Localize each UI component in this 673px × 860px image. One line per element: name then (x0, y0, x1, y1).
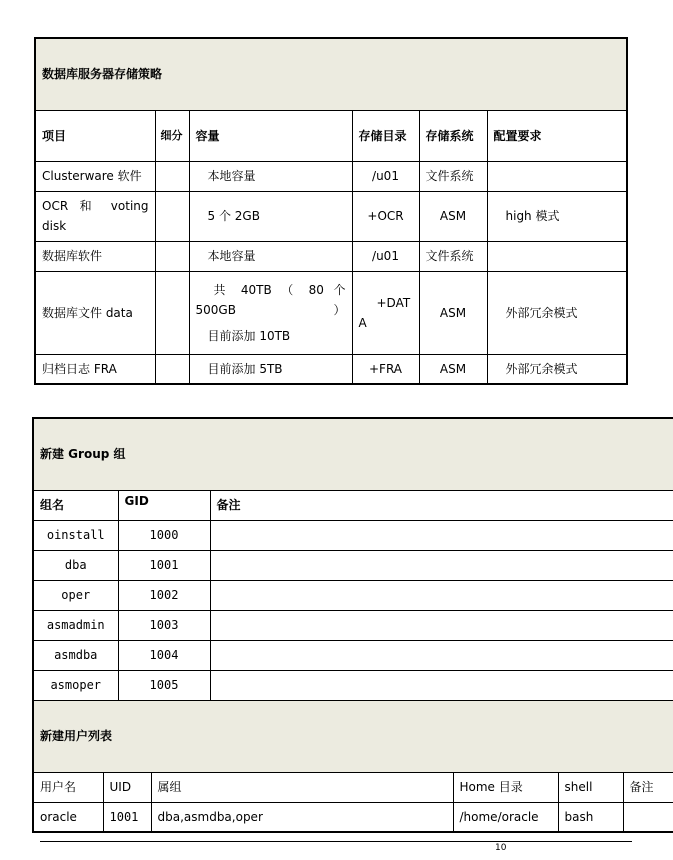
fs-cell: 文件系统 (419, 241, 487, 271)
req-cell (487, 161, 627, 191)
table-row (33, 610, 673, 640)
user-title: 新建用户列表 (33, 700, 673, 772)
table-row (35, 161, 627, 191)
gid-cell: 1003 (118, 610, 210, 640)
table-row (33, 580, 673, 610)
group-user-table (32, 417, 673, 833)
gid-cell: 1000 (118, 520, 210, 550)
header-username: 用户名 (33, 772, 103, 802)
fs-cell: ASM (419, 271, 487, 354)
group-name-cell: oper (33, 580, 118, 610)
dir-cell: +DATA (352, 271, 419, 354)
item-cell: Clusterware 软件 (35, 161, 155, 191)
header-req: 配置要求 (487, 110, 627, 161)
capacity-cell: 目前添加 5TB (189, 354, 352, 384)
page-number: 10 (495, 843, 507, 853)
group-note-cell (210, 670, 673, 700)
fs-cell: ASM (419, 354, 487, 384)
header-user-note: 备注 (623, 772, 673, 802)
item-cell: 归档日志 FRA (35, 354, 155, 384)
group-name-cell: asmadmin (33, 610, 118, 640)
header-shell: shell (558, 772, 623, 802)
req-cell (487, 241, 627, 271)
item-cell: OCR 和 voting disk (35, 191, 155, 241)
group-name-cell: asmoper (33, 670, 118, 700)
group-section-title (33, 418, 673, 490)
item-cell: 数据库文件 data (35, 271, 155, 354)
req-cell: high 模式 (487, 191, 627, 241)
capacity-cell: 5 个 2GB (189, 191, 352, 241)
table-row (33, 550, 673, 580)
sub-cell (155, 354, 189, 384)
table-row (33, 802, 673, 832)
gid-cell: 1004 (118, 640, 210, 670)
uid-cell: 1001 (103, 802, 151, 832)
header-dir: 存储目录 (352, 110, 419, 161)
sub-cell (155, 161, 189, 191)
capacity-cell (189, 271, 352, 354)
fs-cell: 文件系统 (419, 161, 487, 191)
table-row (33, 520, 673, 550)
footer-divider (40, 841, 632, 842)
header-home: Home 目录 (453, 772, 558, 802)
gid-cell: 1001 (118, 550, 210, 580)
table-row (33, 670, 673, 700)
username-cell: oracle (33, 802, 103, 832)
item-cell: 数据库软件 (35, 241, 155, 271)
table-row (33, 640, 673, 670)
header-capacity: 容量 (189, 110, 352, 161)
table-row (35, 241, 627, 271)
home-cell: /home/oracle (453, 802, 558, 832)
table-row (35, 354, 627, 384)
header-gid: GID (118, 490, 210, 520)
group-title: 新建 Group 组 (40, 447, 126, 462)
req-cell: 外部冗余模式 (487, 354, 627, 384)
dir-cell: /u01 (352, 161, 419, 191)
group-name-cell: asmdba (33, 640, 118, 670)
group-name-cell: oinstall (33, 520, 118, 550)
shell-cell: bash (558, 802, 623, 832)
header-group-note: 备注 (210, 490, 673, 520)
dir-cell: +FRA (352, 354, 419, 384)
group-note-cell (210, 580, 673, 610)
sub-cell (155, 191, 189, 241)
capacity-cell: 本地容量 (189, 161, 352, 191)
gid-cell: 1002 (118, 580, 210, 610)
storage-strategy-table (34, 37, 628, 385)
header-fs: 存储系统 (419, 110, 487, 161)
sub-cell (155, 241, 189, 271)
user-groups-cell: dba,asmdba,oper (151, 802, 453, 832)
fs-cell: ASM (419, 191, 487, 241)
header-group-name: 组名 (33, 490, 118, 520)
header-uid: UID (103, 772, 151, 802)
capacity-total: 共 40TB （ 80 个 500GB） (195, 282, 346, 317)
group-name-cell: dba (33, 550, 118, 580)
header-item: 项目 (35, 110, 155, 161)
header-subdivision: 细分 (155, 110, 189, 161)
header-user-groups: 属组 (151, 772, 453, 802)
group-note-cell (210, 520, 673, 550)
capacity-current: 目前添加 10TB (207, 328, 291, 343)
dir-cell: /u01 (352, 241, 419, 271)
req-cell: 外部冗余模式 (487, 271, 627, 354)
dir-cell: +OCR (352, 191, 419, 241)
sub-cell (155, 271, 189, 354)
table-row (35, 271, 627, 354)
capacity-cell: 本地容量 (189, 241, 352, 271)
table-row (35, 191, 627, 241)
user-note-cell (623, 802, 673, 832)
group-note-cell (210, 550, 673, 580)
gid-cell: 1005 (118, 670, 210, 700)
group-note-cell (210, 640, 673, 670)
group-note-cell (210, 610, 673, 640)
storage-title: 数据库服务器存储策略 (35, 38, 627, 110)
